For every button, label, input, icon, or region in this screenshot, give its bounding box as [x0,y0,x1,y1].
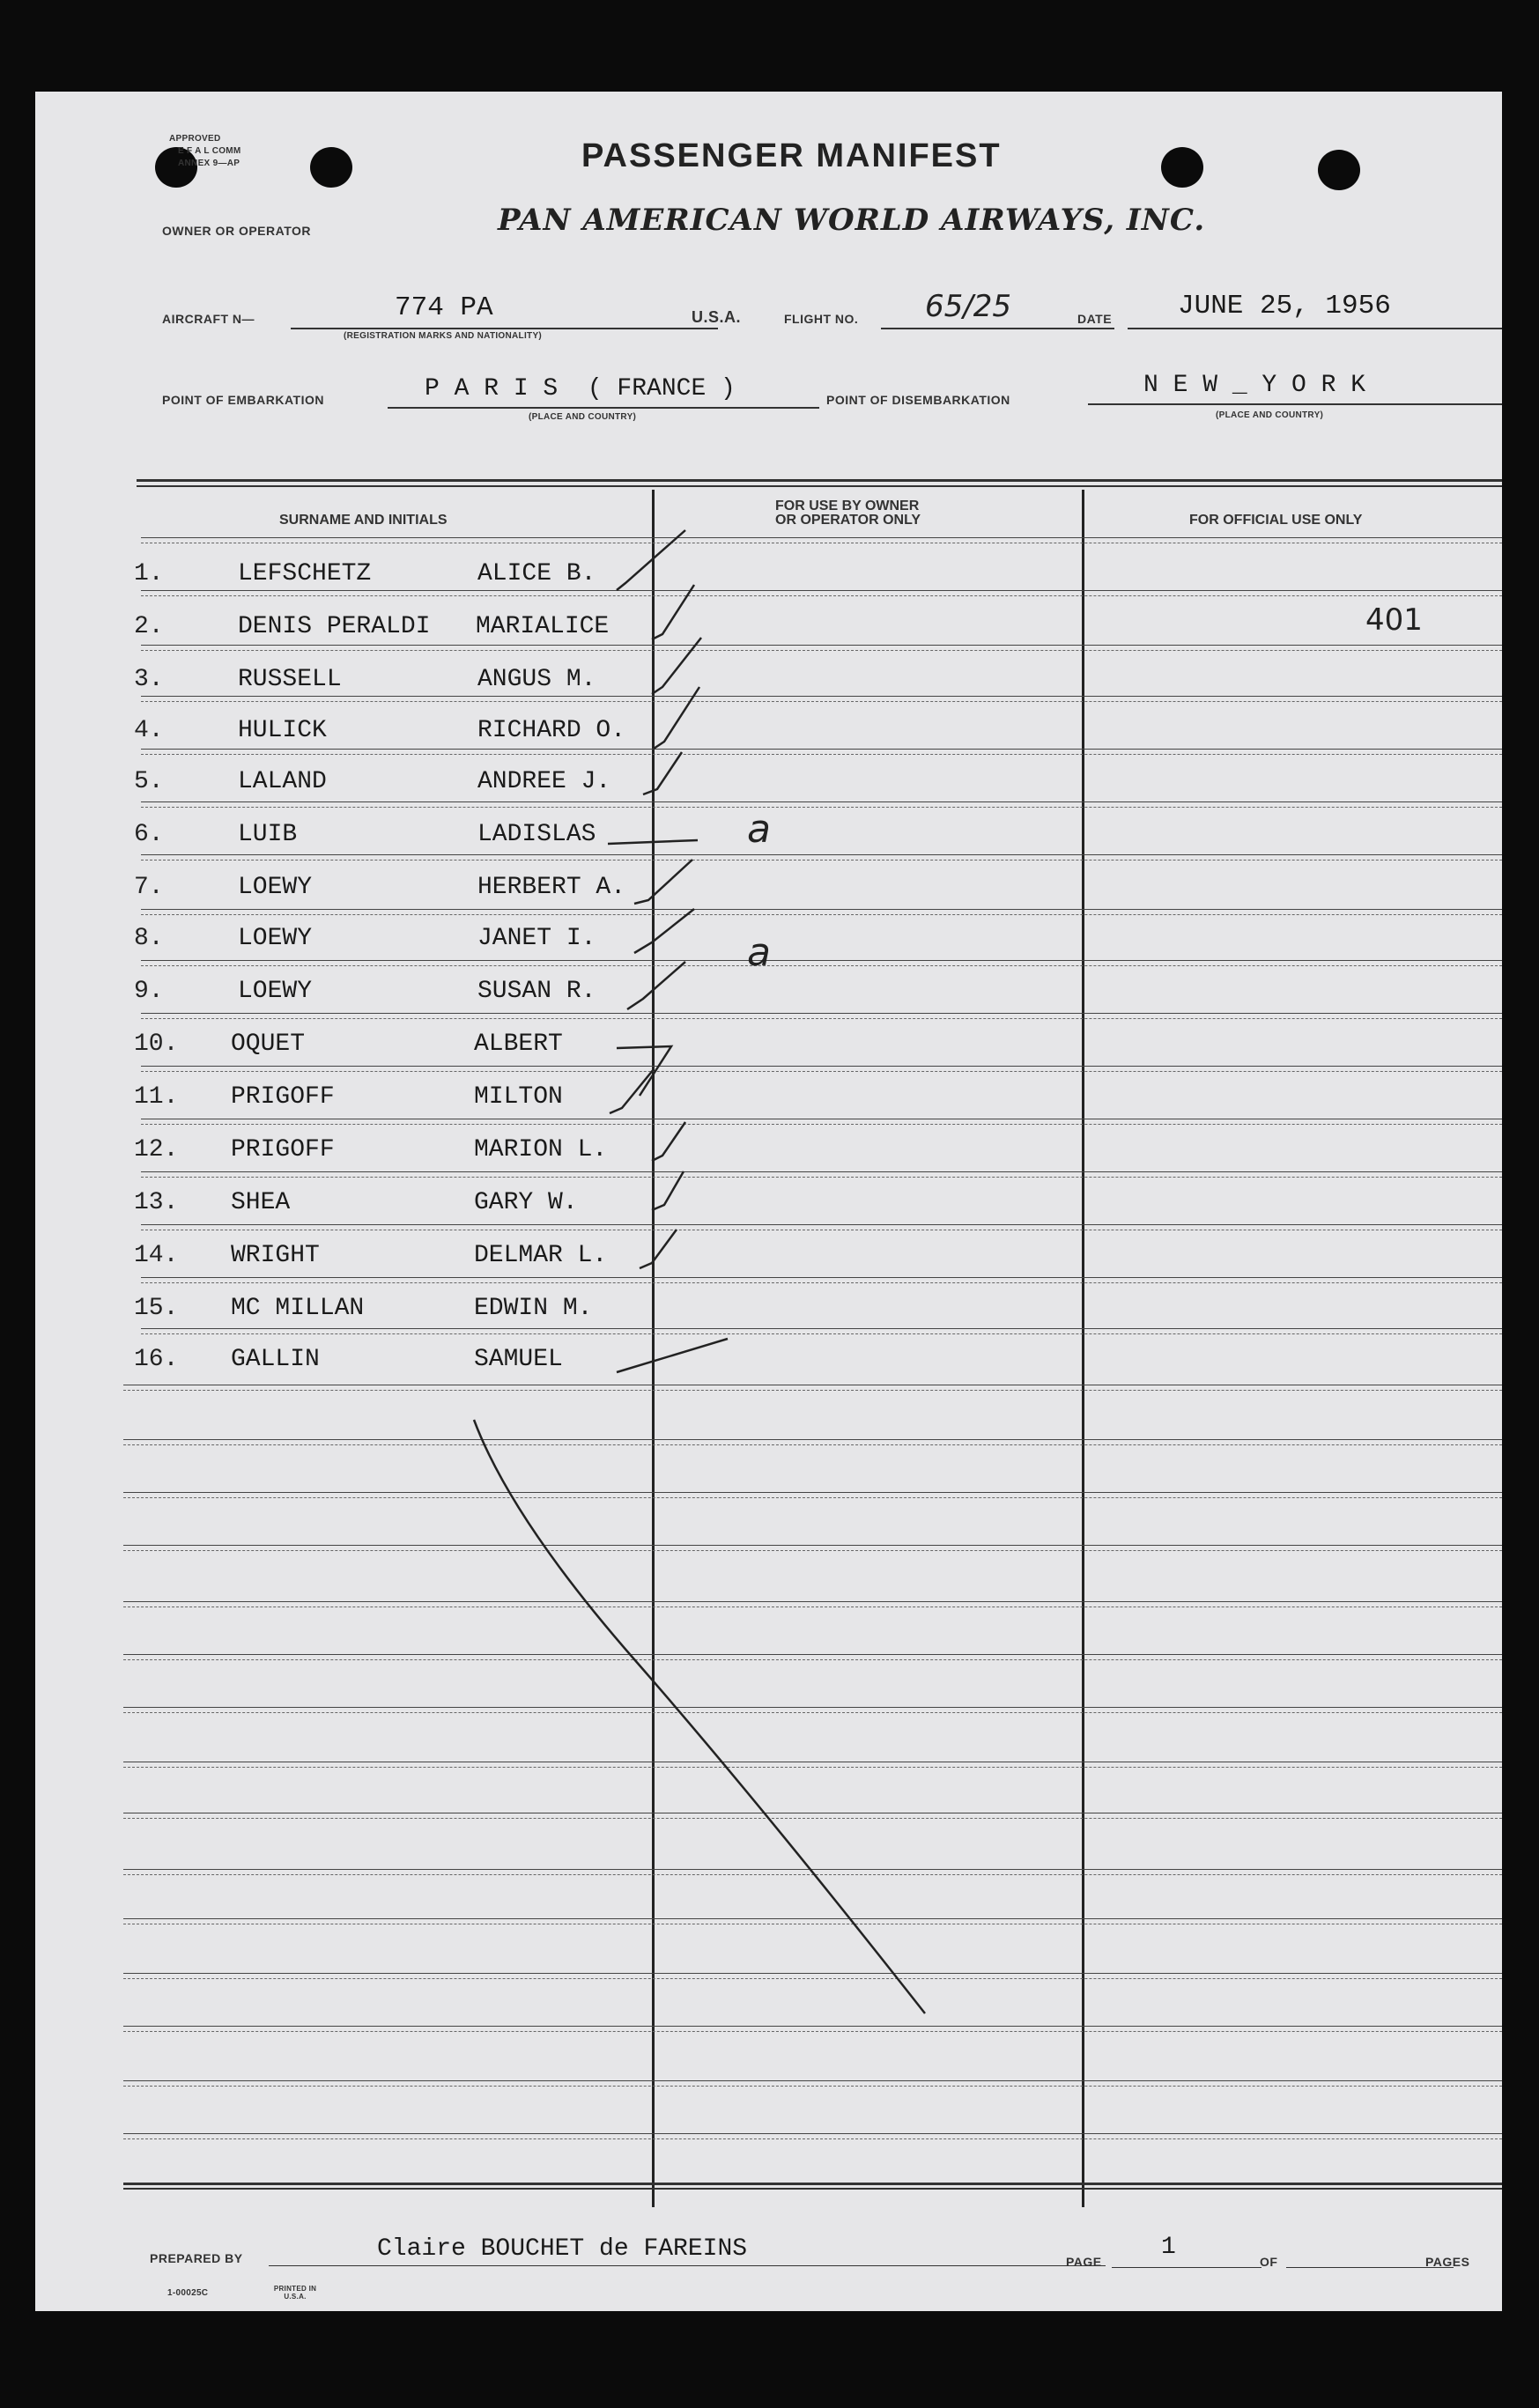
date-label: DATE [1077,312,1113,326]
column-header-owner-use-2: OR OPERATOR ONLY [775,513,921,528]
row-number: 12. [134,1136,179,1163]
check-mark-4 [654,687,699,749]
table-bottom-rule-2 [123,2188,1502,2190]
row-number: 8. [134,925,164,952]
embarkation-value: P A R I S ( FRANCE ) [425,375,736,403]
passenger-surname: PRIGOFF [231,1136,335,1163]
page-underline [1112,2267,1262,2268]
usa-label: U.S.A. [692,308,742,326]
check-mark-12 [652,1122,685,1161]
diagonal-strike [474,1420,925,2013]
passenger-given-name: JANET I. [477,925,596,952]
row-number: 7. [134,874,164,901]
disembarkation-value: N E W _ Y O R K [1143,372,1366,399]
passenger-surname: HULICK [238,717,327,744]
dash-mark-6 [608,840,698,844]
aircraft-value: 774 PA [395,292,493,323]
dash-mark-16 [617,1339,728,1372]
passenger-given-name: ANDREE J. [477,768,611,795]
manifest-sheet [35,92,1502,2311]
airline-name: PAN AMERICAN WORLD AIRWAYS, INC. [498,203,1206,238]
passenger-given-name: MARIALICE [476,613,610,640]
flight-label: FLIGHT NO. [784,312,859,326]
row-number: 5. [134,768,164,795]
passenger-surname: SHEA [231,1189,291,1216]
row-number: 6. [134,821,164,848]
passenger-surname: WRIGHT [231,1242,320,1269]
form-number: 1-00025C [167,2288,209,2298]
disembarkation-label: POINT OF DISEMBARKATION [826,393,1010,407]
passenger-surname: DENIS PERALDI [238,613,431,640]
row-number: 4. [134,717,164,744]
passenger-given-name: EDWIN M. [474,1295,593,1322]
passenger-given-name: ANGUS M. [477,666,596,693]
passenger-given-name: ALBERT [474,1030,563,1058]
flight-value: 65/25 [925,289,1011,324]
approval-line-1: APPROVED [169,134,221,144]
passenger-given-name: RICHARD O. [477,717,626,744]
passenger-surname: LOEWY [238,978,313,1005]
check-mark-8 [634,909,694,953]
row-number: 1. [134,560,164,587]
of-label: OF [1260,2255,1278,2269]
column-header-surname: SURNAME AND INITIALS [279,513,448,528]
owner-mark-row10: a [747,930,771,975]
dash-mark-10 [617,1046,671,1096]
pages-label: PAGES [1425,2255,1470,2269]
row-number: 13. [134,1189,179,1216]
passenger-surname: GALLIN [231,1346,320,1373]
passenger-given-name: LADISLAS [477,821,596,848]
table-bottom-rule [123,2183,1502,2185]
page-value: 1 [1161,2234,1176,2261]
row-number: 16. [134,1346,179,1373]
passenger-surname: RUSSELL [238,666,342,693]
approval-line-3: ANNEX 9—AP [178,159,240,168]
passenger-surname: LALAND [238,768,327,795]
page-label: PAGE [1066,2255,1102,2269]
row-number: 2. [134,613,164,640]
pen-marks [35,92,1502,2311]
check-mark-7 [634,860,692,904]
passenger-surname: PRIGOFF [231,1083,335,1111]
date-value: JUNE 25, 1956 [1178,291,1391,321]
passenger-given-name: SUSAN R. [477,978,596,1005]
passenger-surname: LOEWY [238,874,313,901]
embarkation-label: POINT OF EMBARKATION [162,393,324,407]
passenger-surname: LUIB [238,821,298,848]
passenger-given-name: MARION L. [474,1136,608,1163]
prepared-by-label: PREPARED BY [150,2251,243,2265]
passenger-surname: MC MILLAN [231,1295,365,1322]
check-mark-1 [617,530,685,590]
approval-line-2: E F A L COMM [178,146,241,156]
row-number: 11. [134,1083,179,1111]
prepared-underline [269,2265,1106,2266]
check-mark-9 [627,962,685,1009]
printed-in-usa: PRINTED IN U.S.A. [273,2285,317,2301]
column-header-official: FOR OFFICIAL USE ONLY [1189,513,1363,528]
passenger-given-name: ALICE B. [477,560,596,587]
row-number: 9. [134,978,164,1005]
passenger-given-name: DELMAR L. [474,1242,608,1269]
page-title: PASSENGER MANIFEST [581,137,1002,174]
check-mark-11 [610,1069,654,1113]
passenger-given-name: HERBERT A. [477,874,626,901]
passenger-surname: LOEWY [238,925,313,952]
row-number: 10. [134,1030,179,1058]
place-note-embarkation: (PLACE AND COUNTRY) [529,412,637,422]
passenger-given-name: GARY W. [474,1189,578,1216]
check-mark-14 [640,1230,677,1268]
prepared-by-value: Claire BOUCHET de FAREINS [377,2235,748,2263]
row-number: 14. [134,1242,179,1269]
check-mark-13 [652,1171,684,1210]
row-number: 3. [134,666,164,693]
row-number: 15. [134,1295,179,1322]
check-mark-5 [643,752,682,794]
owner-mark-row6: a [747,807,771,852]
passenger-given-name: SAMUEL [474,1346,563,1373]
registration-note: (REGISTRATION MARKS AND NATIONALITY) [344,331,543,341]
passenger-surname: OQUET [231,1030,306,1058]
passenger-given-name: MILTON [474,1083,563,1111]
aircraft-label: AIRCRAFT N— [162,312,255,326]
column-header-owner-use-1: FOR USE BY OWNER [775,499,920,513]
check-mark-3 [652,638,701,694]
passenger-surname: LEFSCHETZ [238,560,372,587]
place-note-disembarkation: (PLACE AND COUNTRY) [1216,410,1324,420]
check-mark-2 [652,585,694,639]
official-note-401: 401 [1365,602,1423,638]
owner-label: OWNER OR OPERATOR [162,224,311,238]
